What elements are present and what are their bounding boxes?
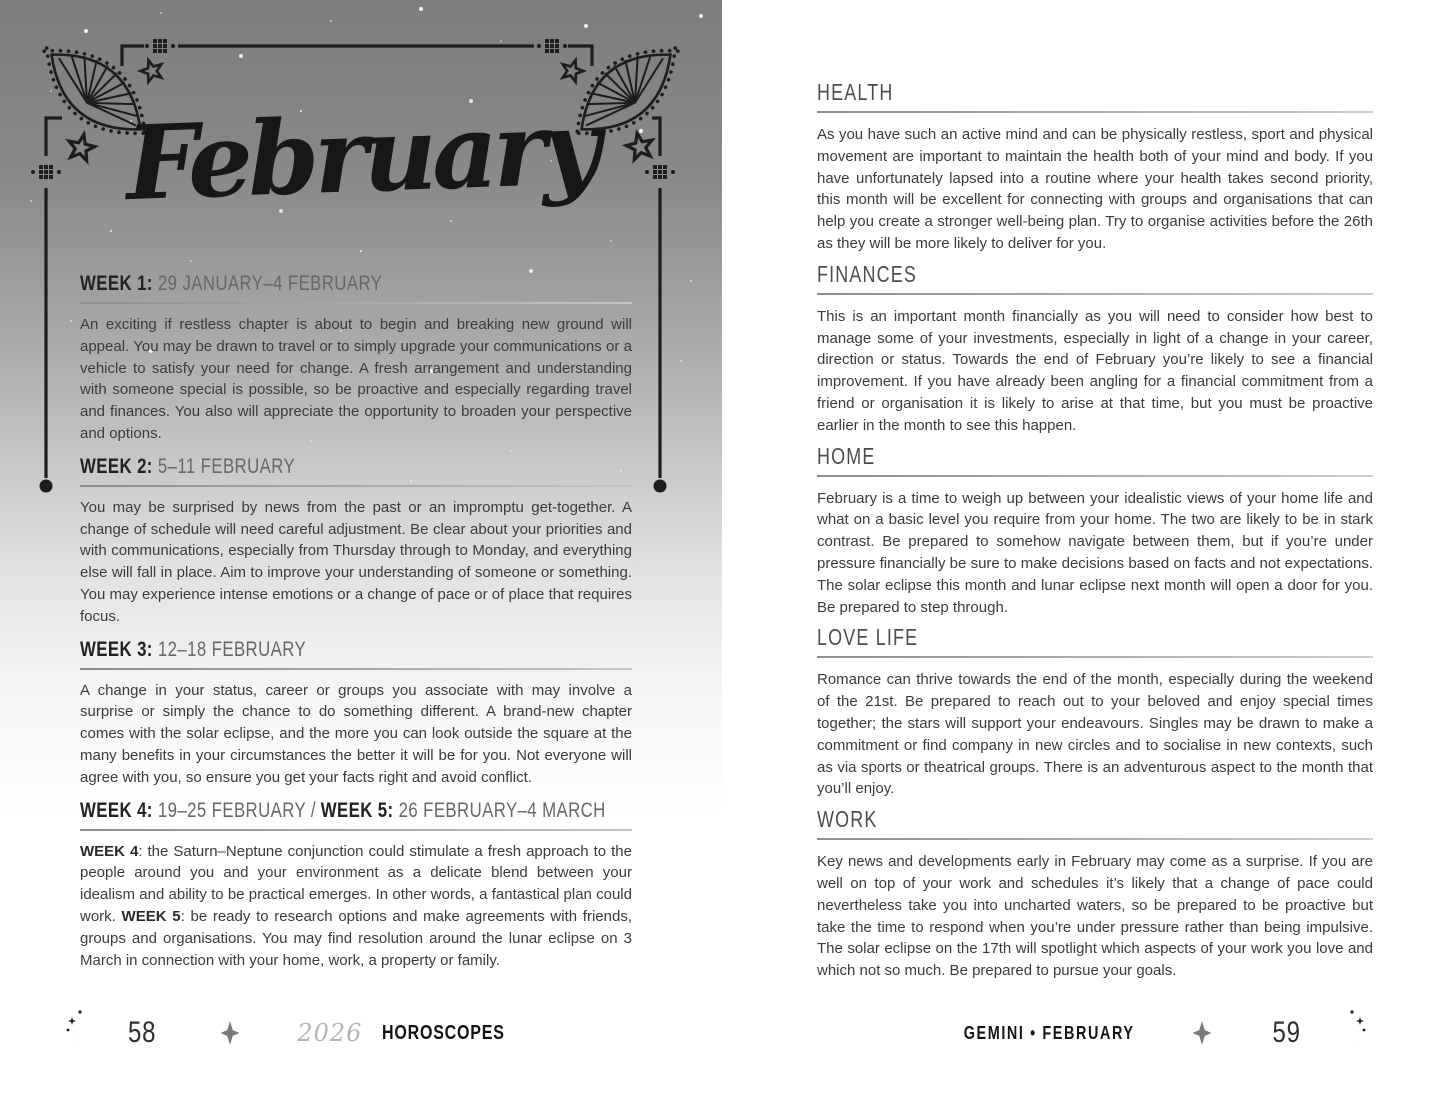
home-body: February is a time to weigh up between your idealistic views of your home life and what on a basic level you require from your home. The two are likely to be in stark contrast. Be prepared to somehow navigate between them, but if you’re under pressure financially be sure to make decisions based on facts and not expectations. The solar eclipse this month and lunar eclipse next month will open a door for you. Be prepared to step through. xyxy=(817,489,1373,616)
left-page xyxy=(0,0,722,1101)
heading-rule xyxy=(817,838,1373,840)
week-label: WEEK 5: xyxy=(320,798,394,822)
right-page-footer xyxy=(722,1005,1370,1061)
love-life-body: Romance can thrive towards the end of the month, especially during the weekend of the 21st. Be prepared to reach out to your beloved and enjoy special times together; the stars will support your endeavours. Singles may be drawn to make a commitment or find company in new circles and to socialise in new contexts, such as via sports or theatrical groups. There is an adventurous aspect to the month that you’ll enjoy. xyxy=(817,671,1373,798)
week-4-5-heading xyxy=(80,799,632,823)
week-2-heading xyxy=(80,455,632,479)
heading-rule xyxy=(817,111,1373,113)
love-life-section xyxy=(817,623,1373,800)
week-2-section xyxy=(80,455,632,628)
week-1-body: An exciting if restless chapter is about to begin and breaking new ground will appeal. You may be drawn to travel or to simply upgrade your communications or a vehicle to satisfy your need for change. A fresh arrangement and understanding with someone special is possible, so be proactive and especially regarding travel and finances. You also will appreciate the opportunity to broaden your perspective and options. xyxy=(80,316,632,442)
work-body: Key news and developments early in February may come as a surprise. If you are well on top of your work and schedules it’s likely that a change of pace could nevertheless take you into uncharted waters, so be prepared to be proactive but take the time to respond when you’re under pressure rather than being impulsive. The solar eclipse on the 17th will spotlight which aspects of your work you love and which not so much. Be prepared to pursue your goals. xyxy=(817,853,1373,980)
finances-body: This is an important month financially as you will need to consider how best to manage some of your investments, especially in light of a change in your career, direction or status. Towards the end of February you’re likely to see a financial improvement. If you have already been angling for a financial commitment from a friend or organisation it is likely to arise at that time, but you must be proactive earlier in the month to see this happen. xyxy=(817,307,1373,434)
section-heading-love-life: LOVE LIFE xyxy=(817,624,919,651)
week-4-5-section xyxy=(80,799,632,972)
book-year: 2026 xyxy=(297,1019,363,1047)
week-3-section xyxy=(80,638,632,789)
right-page xyxy=(722,0,1445,1101)
week-date: 29 JANUARY–4 FEBRUARY xyxy=(157,272,383,295)
crescent-moon-icon xyxy=(62,1008,114,1058)
heading-rule xyxy=(80,668,632,670)
section-heading-finances: FINANCES xyxy=(817,260,918,287)
health-section xyxy=(817,78,1373,255)
week-3-heading xyxy=(80,638,632,662)
heading-rule xyxy=(80,485,632,487)
heading-rule xyxy=(817,475,1373,477)
breadcrumb: GEMINI • FEBRUARY xyxy=(963,1022,1135,1043)
week-4-5-body: WEEK 4: the Saturn–Neptune conjunction could stimulate a fresh approach to the people around you and your environment as a delicate blend between your idealism and ability to be practical emerges. In other words, a fantastical plan could work. WEEK 5: be ready to research options and make agreements with friends, groups and organisations. You may find resolution around the lunar eclipse on 3 March in connection with your home, work, a property or family. xyxy=(80,842,632,969)
week-label: WEEK 4: xyxy=(80,798,153,822)
week-2-body: You may be surprised by news from the past or an impromptu get-together. A change of schedule will need careful adjustment. Be clear about your priorities and with communications, especially from Thursday through to Monday, and everything else will fall in place. Aim to improve your understanding of someone or something. You may experience intense emotions or a change of pace or of place that requires focus. xyxy=(80,498,632,625)
week-date: 5–11 FEBRUARY xyxy=(157,454,296,478)
health-body: As you have such an active mind and can be physically restless, sport and physical movement are important to maintain the health both of your mind and body. If you have unfortunately lapsed into a routine where your health takes second priority, this month will be excellent for connecting with groups and organisations that can help you create a stronger well-being plan. Try to organise activities before the 26th as they will be more likely to deliver for you. xyxy=(817,126,1373,252)
four-point-star-icon xyxy=(219,1020,241,1046)
heading-rule xyxy=(817,656,1373,658)
section-heading-health: HEALTH xyxy=(817,79,894,105)
heading-rule xyxy=(817,293,1373,295)
right-page-content xyxy=(817,78,1373,987)
page-number: 59 xyxy=(1272,1016,1301,1049)
section-heading-work: WORK xyxy=(817,806,878,833)
heading-rule xyxy=(80,829,632,831)
week-1-heading xyxy=(80,272,632,296)
section-heading-home: HOME xyxy=(817,442,876,469)
book-title: HOROSCOPES xyxy=(382,1021,506,1044)
page-number: 58 xyxy=(128,1016,157,1049)
week-3-body: A change in your status, career or groups you associate with may involve a surprise or simply the chance to do something different. A brand-new chapter comes with the solar eclipse, and the more you can look outside the square at the many benefits in your circumstances the better it will be for you. Not everyone will agree with you, so ensure you get your facts right and avoid conflict. xyxy=(80,681,632,786)
week-separator: / xyxy=(310,798,316,822)
page-title: February xyxy=(124,87,598,225)
finances-section xyxy=(817,260,1373,437)
left-page-footer xyxy=(62,1005,622,1061)
week-label: WEEK 2: xyxy=(80,454,153,478)
work-section xyxy=(817,805,1373,982)
week-1-section xyxy=(80,272,632,445)
crescent-moon-icon xyxy=(1318,1008,1370,1058)
heading-rule xyxy=(80,302,632,304)
four-point-star-icon xyxy=(1191,1020,1213,1046)
week-date: 12–18 FEBRUARY xyxy=(157,637,307,661)
week-label: WEEK 1: xyxy=(80,272,153,295)
left-page-content xyxy=(80,272,632,981)
week-label: WEEK 3: xyxy=(80,637,153,661)
week-date: 26 FEBRUARY–4 MARCH xyxy=(398,798,606,822)
home-section xyxy=(817,442,1373,619)
week-date: 19–25 FEBRUARY xyxy=(157,798,307,822)
